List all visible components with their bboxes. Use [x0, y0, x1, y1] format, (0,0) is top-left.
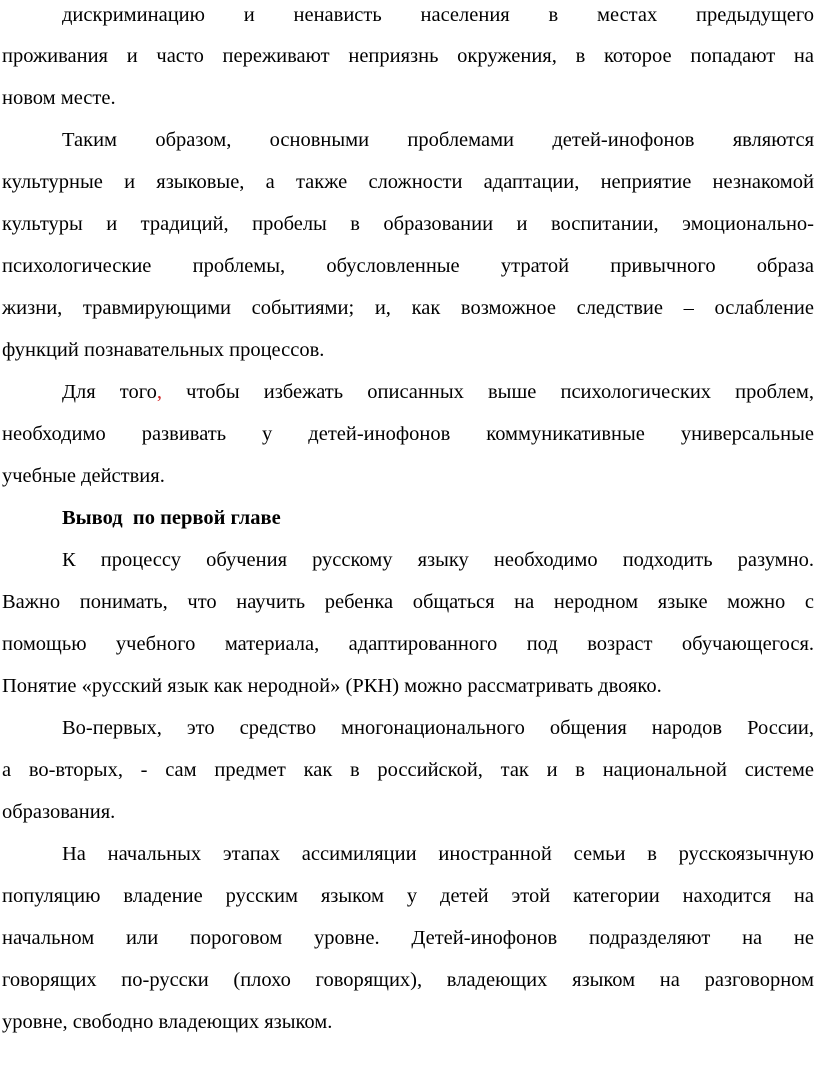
text-line: функций познавательных процессов.	[2, 339, 325, 361]
text-line: Во-первых, это средство многонационального общения народов России,	[62, 717, 814, 739]
text-line: учебные действия.	[2, 465, 165, 487]
text-run: чтобы избежать описанных выше психологических проблем,	[162, 381, 814, 403]
text-line	[62, 379, 814, 405]
text-line: жизни, травмирующими событиями; и, как возможное следствие – ослабление	[2, 297, 814, 319]
text-line: Таким образом, основными проблемами детей-инофонов являются	[62, 129, 814, 151]
text-line: психологические проблемы, обусловленные утратой привычного образа	[2, 255, 814, 277]
highlighted-comma: ,	[156, 381, 162, 403]
text-line: новом месте.	[2, 87, 116, 109]
text-line: образования.	[2, 801, 116, 823]
text-line: помощью учебного материала, адаптированного под возраст обучающегося.	[2, 633, 814, 655]
text-line: К процессу обучения русскому языку необходимо подходить разумно.	[62, 549, 814, 571]
text-line: начальном или пороговом уровне. Детей-инофонов подразделяют на не	[2, 927, 814, 949]
text-line: Понятие «русский язык как неродной» (РКН) можно рассматривать двояко.	[2, 675, 662, 697]
text-line: а во-вторых, - сам предмет как в российской, так и в национальной системе	[2, 759, 814, 781]
text-line: уровне, свободно владеющих языком.	[2, 1011, 333, 1033]
text-line: дискриминацию и ненависть населения в местах предыдущего	[62, 4, 814, 26]
text-line: проживания и часто переживают неприязнь окружения, в которое попадают на	[2, 45, 814, 67]
text-line: Важно понимать, что научить ребенка общаться на неродном языке можно с	[2, 591, 814, 613]
text-line: популяцию владение русским языком у детей этой категории находится на	[2, 885, 814, 907]
text-line: На начальных этапах ассимиляции иностранной семьи в русскоязычную	[62, 843, 814, 865]
text-line: культуры и традиций, пробелы в образовании и воспитании, эмоционально-	[2, 213, 814, 235]
text-line: культурные и языковые, а также сложности адаптации, неприятие незнакомой	[2, 171, 814, 193]
text-line: говорящих по-русски (плохо говорящих), владеющих языком на разговорном	[2, 969, 814, 991]
text-run: Для того	[62, 381, 157, 403]
text-line: необходимо развивать у детей-инофонов коммуникативные универсальные	[2, 423, 814, 445]
section-heading: Вывод по первой главе	[62, 507, 281, 529]
